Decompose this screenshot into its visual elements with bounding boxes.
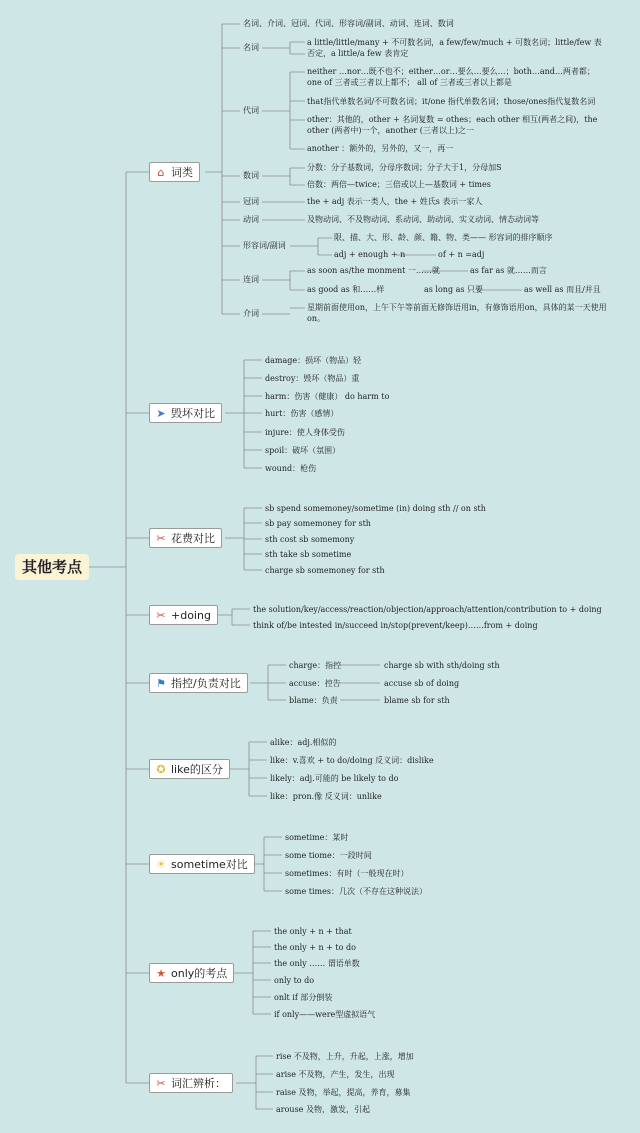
mingci-text: a little/little/many + 不可数名词，a few/few/much + 可数名词；little/few 表否定，a little/a few 表肯定 — [307, 38, 602, 58]
doing-item: think of/be intested in/succeed in/stop(prevent/keep)……from + doing — [253, 621, 538, 630]
cilei-intro: 名词、介词、冠词、代词、形容词/副词、动词、连词、数词 — [243, 19, 454, 28]
xingrongci-item: adj + enough + n — [334, 250, 406, 259]
shuci-label: 数词 — [243, 171, 259, 180]
node-cilei[interactable] — [149, 162, 200, 182]
node-zhikong[interactable] — [149, 673, 248, 693]
mingci-label: 名词 — [243, 43, 259, 52]
zhikong-usage: accuse sb of doing — [384, 679, 460, 688]
huihuai-item: spoil：破坏（氛围） — [265, 446, 341, 455]
cihui-item: raise 及物，举起，提高，养育，募集 — [276, 1088, 411, 1097]
huafei-item: sb spend somemoney/sometime (in) doing sth // on sth — [265, 504, 486, 513]
zhikong-term: charge：指控 — [289, 661, 342, 670]
dongci-text: 及物动词、不及物动词、系动词、助动词、实义动词、情态动词等 — [307, 215, 539, 224]
node-label: 花费对比 — [171, 532, 215, 545]
node-label: 词类 — [171, 166, 193, 179]
daici-item: neither …nor…既不也不；either…or…要么…要么…；both…and…两者都；one of 三者或三者以上都不； all of 三者或三者以上都是 — [307, 67, 595, 87]
node-label: +doing — [171, 609, 211, 622]
node-label: 毁坏对比 — [171, 407, 215, 420]
lianci-item: as soon as/the monment 一……就 — [307, 266, 440, 275]
xingrongci-label: 形容词/副词 — [243, 241, 286, 250]
only-item: the only …… 谓语单数 — [274, 959, 360, 968]
jieci-text: 星期前面使用on，上午下午等前面无修饰语用in，有修饰语用on，具体的某一天使用on。 — [307, 303, 607, 323]
cihui-item: rise 不及物，上升，升起，上涨，增加 — [276, 1052, 414, 1061]
node-label: only的考点 — [171, 967, 228, 980]
like-item: like：v.喜欢 + to do/doing 反义词：dislike — [270, 756, 434, 765]
lianci-item: as well as 而且/并且 — [524, 285, 601, 294]
sometime-item: some times：几次（不存在这种说法） — [285, 887, 427, 896]
huihuai-item: wound：枪伤 — [265, 464, 317, 473]
daici-item: that指代单数名词/不可数名词；it/one 指代单数名词；those/ones指代复数名词 — [307, 97, 596, 106]
badge-icon: ✪ — [156, 763, 166, 776]
flag-icon: ⚑ — [156, 677, 166, 690]
shuci-item: 分数：分子基数词，分母序数词；分子大于1，分母加S — [307, 163, 502, 172]
huihuai-item: harm：伤害（健康） do harm to — [265, 392, 390, 401]
lianci-label: 连词 — [243, 275, 259, 284]
zhikong-usage: charge sb with sth/doing sth — [384, 661, 500, 670]
node-huafei[interactable] — [149, 528, 222, 548]
huafei-item: sth take sb sometime — [265, 550, 352, 559]
lianci-item: as long as 只要 — [424, 285, 484, 294]
node-huihuai[interactable] — [149, 403, 222, 423]
huihuai-item: damage：损坏（物品）轻 — [265, 356, 362, 365]
only-item: onlt if 部分倒装 — [274, 993, 333, 1002]
daici-item: other：其他的，other + 名词复数 = othes；each other 相互(两者之间)，the other (两者中)一个，another (三者以上)之一 — [307, 115, 598, 135]
zhikong-term: blame：负责 — [289, 696, 338, 705]
bulb-icon: ☀ — [156, 858, 166, 871]
doing-item: the solution/key/access/reaction/objection/approach/attention/contribution to + doing — [253, 605, 602, 614]
daici-item: another ：额外的，另外的，又一，再一 — [307, 144, 454, 153]
only-item: the only + n + that — [274, 927, 352, 936]
only-item: if only——were型虚拟语气 — [274, 1010, 376, 1019]
cihui-item: arise 不及物，产生，发生，出现 — [276, 1070, 395, 1079]
node-like[interactable] — [149, 759, 230, 779]
node-cihui[interactable] — [149, 1073, 233, 1093]
shuci-item: 倍数：两倍—twice；三倍或以上—基数词 + times — [307, 180, 491, 189]
sometime-item: some tiome：一段时间 — [285, 851, 372, 860]
only-item: only to do — [274, 976, 315, 985]
paper-plane-icon: ➤ — [156, 407, 166, 420]
root-node[interactable]: 其他考点 — [15, 554, 89, 580]
sometime-item: sometimes：有时（一般现在时） — [285, 869, 409, 878]
node-only[interactable] — [149, 963, 234, 983]
cihui-item: arouse 及物，激发，引起 — [276, 1105, 370, 1114]
huafei-item: sb pay somemoney for sth — [265, 519, 371, 528]
dongci-label: 动词 — [243, 215, 259, 224]
huafei-item: sth cost sb somemony — [265, 535, 355, 544]
huihuai-item: destroy：毁坏（物品）重 — [265, 374, 360, 383]
huafei-item: charge sb somemoney for sth — [265, 566, 385, 575]
star-icon: ★ — [156, 967, 166, 980]
jieci-label: 介词 — [243, 309, 259, 318]
node-doing[interactable] — [149, 605, 218, 625]
daici-label: 代词 — [243, 106, 259, 115]
xingrongci-item: of + n =adj — [438, 250, 485, 259]
zhikong-term: accuse：控告 — [289, 679, 341, 688]
tools-icon: ✂ — [156, 1077, 166, 1090]
guanci-text: the + adj 表示一类人，the + 姓氏s 表示一家人 — [307, 197, 483, 206]
zhikong-usage: blame sb for sth — [384, 696, 450, 705]
house-icon: ⌂ — [157, 166, 165, 179]
node-label: 指控/负责对比 — [171, 677, 241, 690]
xingrongci-item: 限、描、大、形、龄、颜、籍、物、类—— 形容词的排序顺序 — [334, 233, 553, 242]
node-sometime[interactable] — [149, 854, 255, 874]
lianci-item: as good as 和……样 — [307, 285, 385, 294]
sometime-item: sometime：某时 — [285, 833, 349, 842]
node-label: like的区分 — [171, 763, 223, 776]
lianci-item: as far as 就……而言 — [470, 266, 547, 275]
guanci-label: 冠词 — [243, 197, 259, 206]
like-item: like：pron.像 反义词：unlike — [270, 792, 382, 801]
like-item: likely：adj.可能的 be likely to do — [270, 774, 399, 783]
node-label: 词汇辨析： — [171, 1077, 226, 1090]
huihuai-item: injure：使人身体受伤 — [265, 428, 345, 437]
huihuai-item: hurt：伤害（感情） — [265, 409, 339, 418]
like-item: alike：adj.相似的 — [270, 738, 337, 747]
tools-icon: ✂ — [156, 609, 166, 622]
only-item: the only + n + to do — [274, 943, 356, 952]
tools-icon: ✂ — [156, 532, 166, 545]
node-label: sometime对比 — [171, 858, 248, 871]
